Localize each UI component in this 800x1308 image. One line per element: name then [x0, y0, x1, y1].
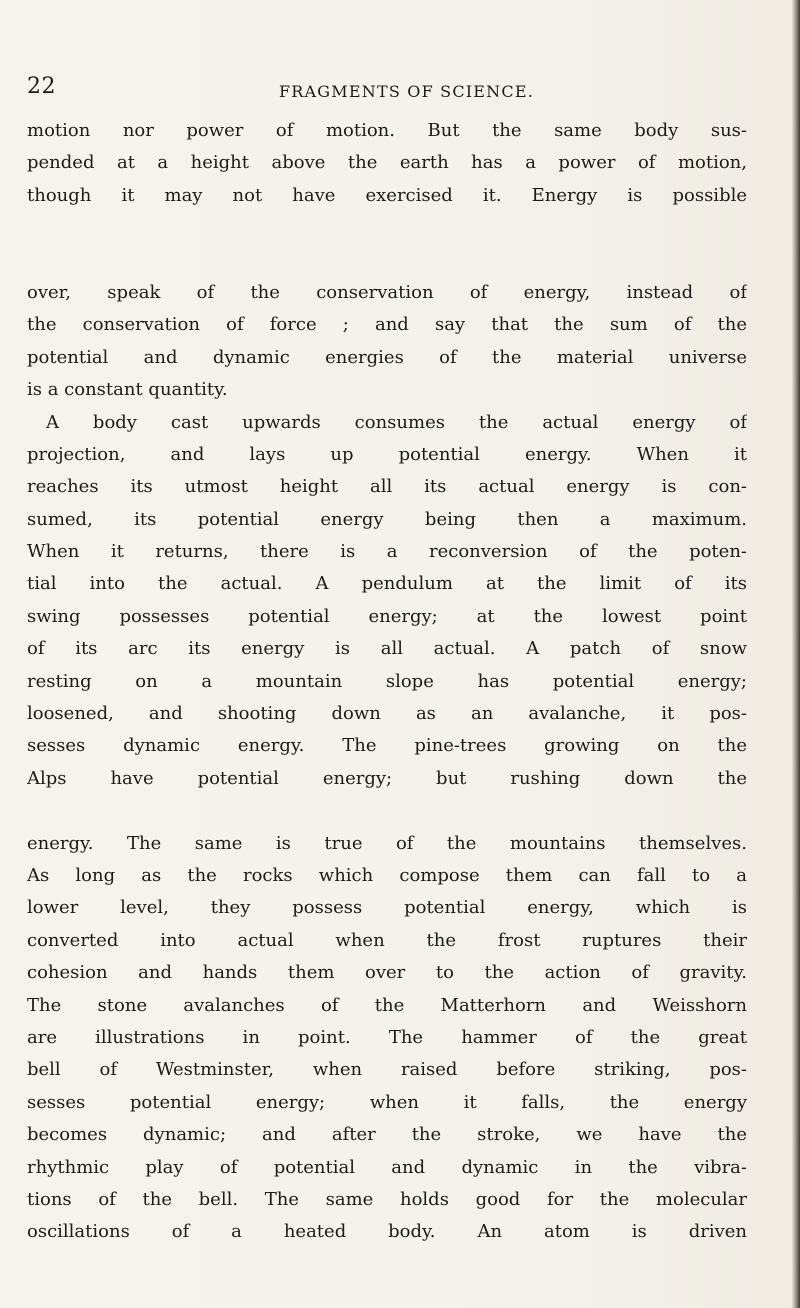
text-line: is a constant quantity. — [27, 379, 228, 401]
page-header — [27, 74, 747, 108]
text-line: motion nor power of motion. But the same body sus- — [27, 120, 747, 141]
page-number: 22 — [27, 74, 56, 99]
text-line: oscillations of a heated body. An atom is driven — [27, 1221, 747, 1243]
text-line: pended at a height above the earth has a power of motion, — [27, 152, 747, 174]
text-line: sesses potential energy; when it falls, the energy — [27, 1091, 747, 1113]
text-line: sumed, its potential energy being then a maximum. — [27, 508, 747, 530]
text-line: bell of Westminster, when raised before striking, pos- — [27, 1059, 747, 1081]
text-line: When it returns, there is a reconversion of the poten- — [27, 541, 747, 563]
text-line: Alps have potential energy; but rushing down the — [27, 767, 747, 789]
text-line: resting on a mountain slope has potential energy; — [27, 670, 747, 692]
text-line — [27, 212, 747, 244]
text-line: are illustrations in point. The hammer of the great — [27, 1026, 747, 1048]
text-line: the conservation of force ; and say that the sum of the — [27, 314, 747, 336]
text-line: potential and dynamic energies of the material universe — [27, 346, 747, 368]
text-line: loosened, and shooting down as an avalanche, it pos- — [27, 703, 747, 725]
text-line: becomes dynamic; and after the stroke, we have the — [27, 1124, 747, 1146]
text-line: projection, and lays up potential energy. When it — [27, 443, 747, 465]
text-line: swing possesses potential energy; at the lowest point — [27, 605, 747, 627]
text-line: converted into actual when the frost ruptures their — [27, 929, 747, 951]
text-line: tial into the actual. A pendulum at the limit of its — [27, 573, 747, 595]
text-line: over, speak of the conservation of energy, instead of — [27, 281, 747, 303]
text-line: reaches its utmost height all its actual energy is con- — [27, 476, 747, 498]
text-line: The stone avalanches of the Matterhorn and Weisshorn — [27, 994, 747, 1016]
text-line: cohesion and hands them over to the action of gravity. — [27, 962, 747, 984]
text-line: energy. The same is true of the mountains themselves. — [27, 832, 747, 854]
text-line: lower level, they possess potential energy, which is — [27, 897, 747, 919]
text-line: tions of the bell. The same holds good for the molecular — [27, 1188, 747, 1210]
text-line: of its arc its energy is all actual. A patch of snow — [27, 638, 747, 660]
running-head: FRAGMENTS OF SCIENCE. — [279, 82, 534, 101]
paragraph-start: A body cast upwards consumes the actual energy of — [46, 411, 747, 433]
body-text — [27, 115, 747, 1249]
text-line — [27, 245, 747, 277]
text-line: sesses dynamic energy. The pine-trees growing on the — [27, 735, 747, 757]
text-line: rhythmic play of potential and dynamic in the vibra- — [27, 1156, 747, 1178]
text-line — [27, 795, 747, 827]
text-line: though it may not have exercised it. Energy is possible — [27, 184, 747, 206]
text-line: As long as the rocks which compose them can fall to a — [27, 864, 747, 886]
page-edge-shadow — [792, 0, 800, 1308]
